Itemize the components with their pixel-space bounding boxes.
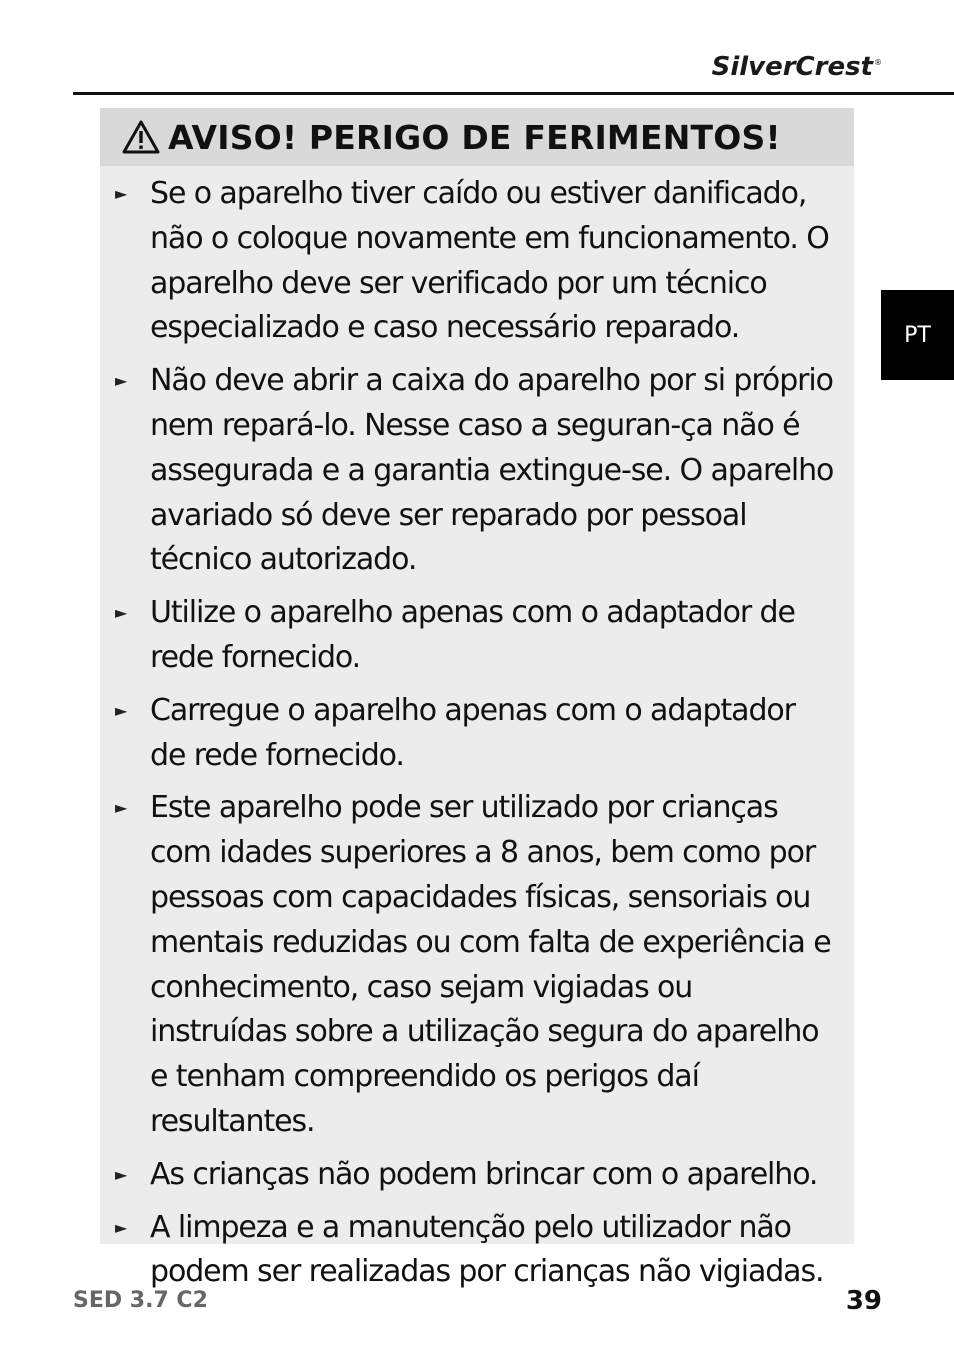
- language-tab: [881, 290, 954, 380]
- list-item: [100, 689, 854, 779]
- list-item-text: Não deve abrir a caixa do aparelho por si próprio nem repará-lo. Nesse caso a seguran-ça não é assegurada e a garantia extingue-se. O aparelho avariado só deve ser reparado por pessoal técnico autorizado.: [150, 363, 834, 578]
- list-item: [100, 1153, 854, 1198]
- triangle-right-icon: ►: [115, 371, 127, 391]
- list-item-text: Se o aparelho tiver caído ou estiver danificado, não o coloque novamente em funcionamento. O aparelho deve ser verificado por um técnico especializado e caso necessário reparado.: [150, 176, 829, 346]
- list-item: [100, 1206, 854, 1296]
- warning-box: [100, 108, 854, 1290]
- header-rule: [73, 92, 954, 95]
- triangle-right-icon: ►: [115, 184, 127, 203]
- list-item: [100, 786, 854, 1144]
- triangle-right-icon: ►: [115, 1217, 127, 1237]
- language-tab-label: PT: [904, 322, 931, 348]
- list-item-text: Utilize o aparelho apenas com o adaptador de rede fornecido.: [150, 595, 795, 675]
- brand-logo: [712, 52, 882, 82]
- warning-header: [100, 108, 854, 166]
- list-item-text: Carregue o aparelho apenas com o adaptador de rede fornecido.: [150, 692, 795, 773]
- list-item: [100, 359, 854, 583]
- triangle-right-icon: ►: [115, 1164, 127, 1184]
- warning-list: [100, 172, 854, 1303]
- list-item-text: Este aparelho pode ser utilizado por crianças com idades superiores a 8 anos, bem como por pessoas com capacidades físicas, sensoriais ou mentais reduzidas ou com falta de experiência e conhecimento, caso sejam vigiadas ou instruídas sobre a utilização segura do aparelho e tenham compreendido os perigos daí resultantes.: [150, 790, 831, 1139]
- model-number: SED 3.7 C2: [73, 1288, 208, 1313]
- triangle-right-icon: ►: [115, 798, 127, 818]
- warning-title: AVISO! PERIGO DE FERIMENTOS!: [168, 117, 781, 157]
- brand-name: SilverCrest: [711, 52, 873, 82]
- list-item: [100, 172, 854, 351]
- list-item: [100, 591, 854, 681]
- registered-mark: ®: [874, 58, 882, 68]
- triangle-right-icon: ►: [115, 700, 127, 720]
- list-item-text: As crianças não podem brincar com o aparelho.: [150, 1156, 818, 1192]
- warning-triangle-icon: [122, 120, 160, 154]
- page-number: 39: [845, 1286, 882, 1316]
- list-item-text: A limpeza e a manutenção pelo utilizador não podem ser realizadas por crianças não vigiadas.: [150, 1209, 824, 1290]
- triangle-right-icon: ►: [115, 603, 127, 623]
